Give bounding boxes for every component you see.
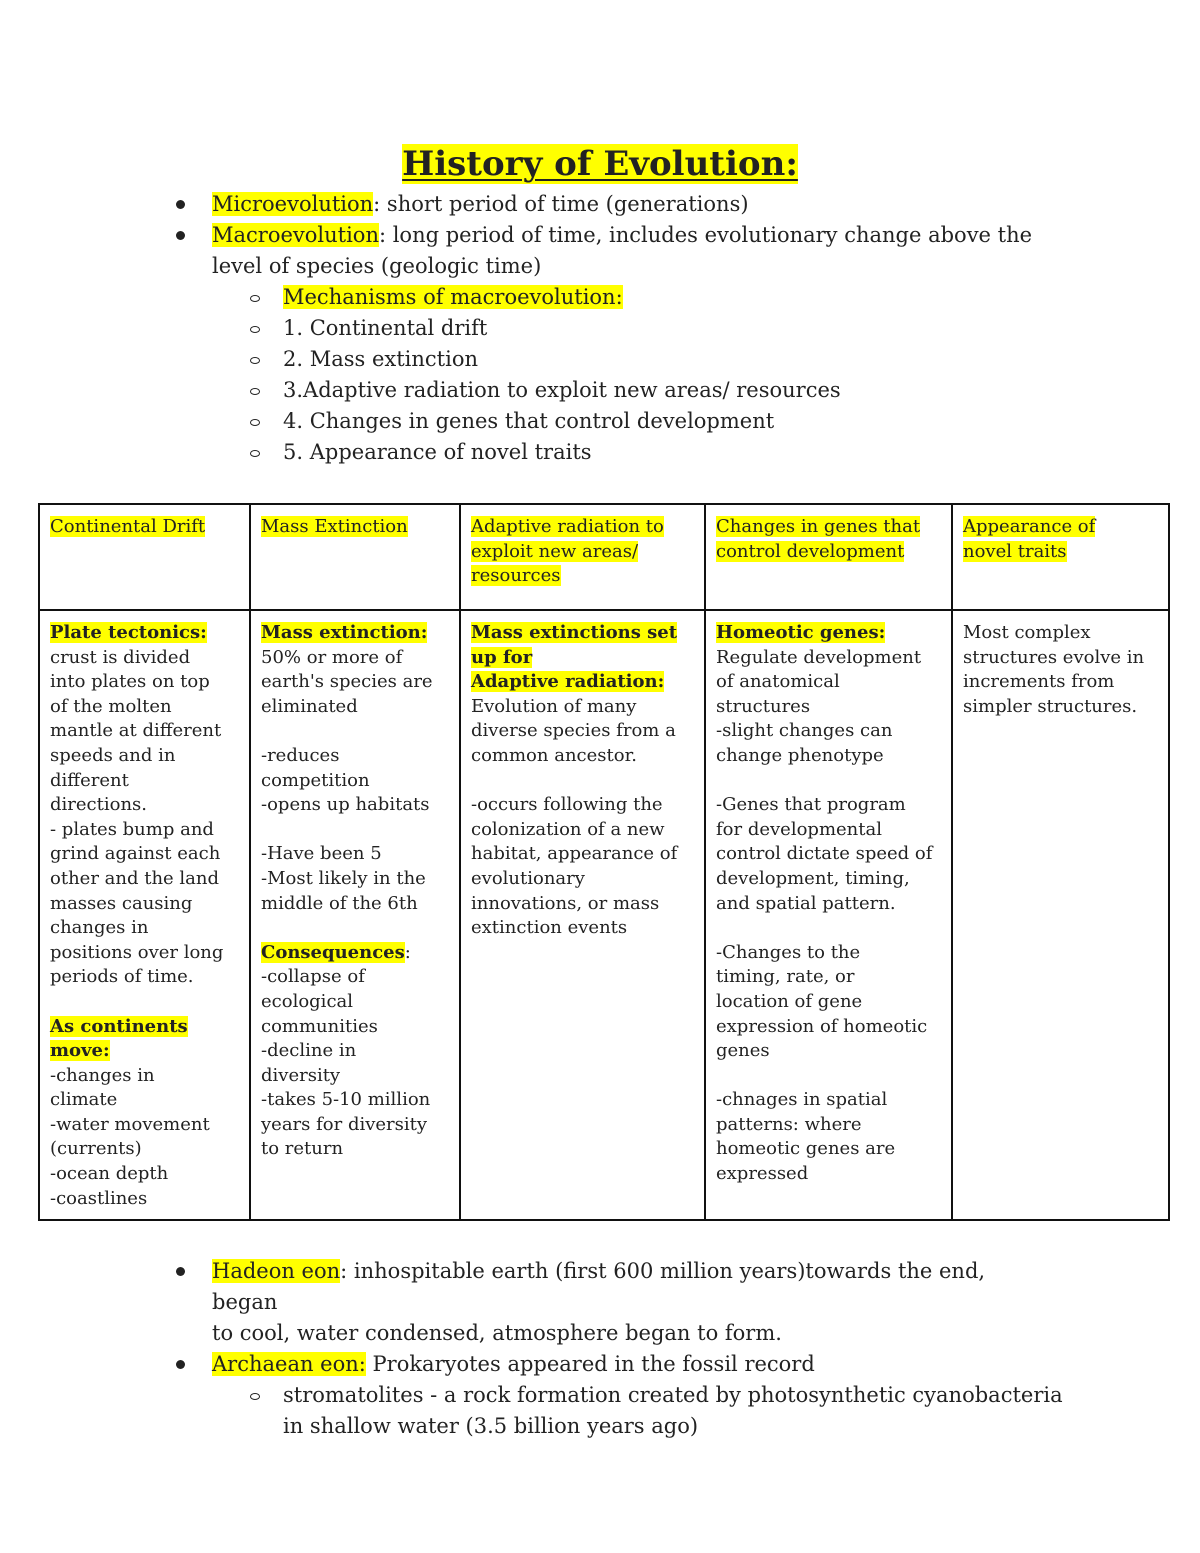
header-cell-changes-in-genes: Changes in genes that control development bbox=[705, 504, 952, 610]
cell-line: Most complex bbox=[963, 622, 1091, 643]
cell-line: expressed bbox=[716, 1163, 809, 1185]
cell-line: -coastlines bbox=[50, 1187, 148, 1209]
ring-bullet-icon bbox=[250, 450, 260, 457]
cell-heading: As continents bbox=[50, 1015, 188, 1037]
body-cell-mass-extinction: Mass extinction: 50% or more of earth's species are eliminated -reduces competition -opens up habitats -Have been 5 -Most likely in the middle of the 6th Consequences: -collapse of ecological communities -decline in diversity -takes 5-10 million years for diversity to return bbox=[250, 610, 460, 1220]
cell-line: patterns: where bbox=[716, 1113, 862, 1135]
cell-text bbox=[963, 621, 1160, 719]
cell-line: eliminated bbox=[261, 695, 358, 717]
cell-line bbox=[261, 818, 451, 843]
body-cell-adaptive-radiation bbox=[460, 610, 705, 1220]
cell-heading: Adaptive radiation: bbox=[471, 671, 665, 693]
header-cell-adaptive-radiation: Adaptive radiation to exploit new areas/ resources bbox=[460, 504, 705, 610]
cell-heading: Consequences bbox=[261, 941, 405, 963]
cell-line: of anatomical bbox=[716, 671, 840, 693]
cell-line: -occurs following the bbox=[471, 794, 663, 816]
cell-line: -decline in bbox=[261, 1040, 357, 1062]
cell-text bbox=[50, 646, 241, 990]
ring-bullet-icon bbox=[250, 295, 260, 302]
cell-line bbox=[716, 769, 943, 794]
mechanisms-table bbox=[38, 503, 1170, 1221]
page-title: History of Evolution: bbox=[402, 144, 798, 184]
cell-line: earth's species are bbox=[261, 671, 433, 693]
cell-line: expression of homeotic bbox=[716, 1015, 928, 1037]
cell-line: mantle at different bbox=[50, 720, 222, 742]
cell-line: middle of the 6th bbox=[261, 892, 418, 914]
cell-line: other and the land bbox=[50, 867, 220, 889]
cell-line: for developmental bbox=[716, 818, 882, 840]
cell-line: -chnages in spatial bbox=[716, 1089, 888, 1111]
top-bullet-list bbox=[0, 189, 1063, 468]
cell-line: timing, rate, or bbox=[716, 966, 855, 988]
list-item-hadeon-eon: Hadeon eon: inhospitable earth (first 600 million years)towards the end, began to cool, water condensed, atmosphere began to form. bbox=[0, 1256, 1042, 1349]
cell-heading: Plate tectonics: bbox=[50, 622, 207, 643]
definition-microevolution: : short period of time (generations) bbox=[373, 192, 749, 216]
cell-line: positions over long bbox=[50, 941, 224, 963]
cell-line: changes in bbox=[50, 917, 149, 939]
cell-line: -slight changes can bbox=[716, 720, 893, 742]
cell-line: into plates on top bbox=[50, 671, 210, 693]
body-cell-changes-in-genes bbox=[705, 610, 952, 1220]
cell-heading: move: bbox=[50, 1040, 110, 1062]
cell-line: genes bbox=[716, 1040, 770, 1062]
cell-line: colonization of a new bbox=[471, 818, 665, 840]
body-cell-continental-drift bbox=[39, 610, 250, 1220]
cell-line: control dictate speed of bbox=[716, 843, 933, 865]
cell-heading: Mass extinctions set bbox=[471, 622, 678, 643]
cell-line: and spatial pattern. bbox=[716, 892, 896, 914]
bullet-icon bbox=[176, 1360, 185, 1369]
cell-line: evolutionary bbox=[471, 867, 585, 889]
term-archaean-eon: Archaean eon: bbox=[212, 1352, 366, 1376]
bullet-icon bbox=[176, 1267, 185, 1276]
cell-line: -Have been 5 bbox=[261, 843, 382, 865]
cell-line: -reduces bbox=[261, 744, 340, 766]
cell-line: -ocean depth bbox=[50, 1163, 169, 1185]
cell-heading: up for bbox=[471, 646, 533, 668]
header-cell-mass-extinction: Mass Extinction bbox=[250, 504, 460, 610]
cell-line: - plates bump and bbox=[50, 818, 214, 840]
cell-line: development, timing, bbox=[716, 867, 910, 889]
bottom-bullet-list bbox=[0, 1256, 1063, 1442]
cell-line: to return bbox=[261, 1138, 344, 1160]
cell-text bbox=[716, 646, 943, 1187]
cell-line: extinction events bbox=[471, 917, 628, 939]
table-header-row bbox=[39, 504, 1169, 610]
cell-text bbox=[261, 646, 451, 941]
cell-text bbox=[50, 1064, 241, 1212]
cell-line: -Changes to the bbox=[716, 941, 861, 963]
cell-line: crust is divided bbox=[50, 646, 191, 668]
ring-bullet-icon bbox=[250, 419, 260, 426]
cell-line: 50% or more of bbox=[261, 646, 403, 668]
cell-line: -opens up habitats bbox=[261, 794, 430, 816]
definition-macroevolution-cont: level of species (geologic time) bbox=[212, 254, 542, 278]
term-hadeon-eon: Hadeon eon bbox=[212, 1259, 341, 1283]
cell-line: innovations, or mass bbox=[471, 892, 660, 914]
sublist-item-stromatolites: stromatolites - a rock formation created by photosynthetic cyanobacteria in shallow water (3.5 billion years ago) bbox=[0, 1380, 1063, 1442]
mechanisms-heading: Mechanisms of macroevolution: bbox=[283, 285, 623, 309]
definition-macroevolution: : long period of time, includes evolutionary change above the bbox=[378, 223, 1033, 247]
cell-line: -Genes that program bbox=[716, 794, 906, 816]
sublist-item: 3.Adaptive radiation to exploit new areas/ resources bbox=[0, 375, 1063, 406]
term-macroevolution: Macroevolution bbox=[212, 223, 379, 247]
cell-line: -changes in bbox=[50, 1064, 155, 1086]
cell-line: -Most likely in the bbox=[261, 867, 426, 889]
term-microevolution: Microevolution bbox=[212, 192, 374, 216]
cell-heading: Homeotic genes: bbox=[716, 622, 886, 643]
list-item-macroevolution bbox=[0, 220, 1042, 282]
cell-line: -takes 5-10 million bbox=[261, 1089, 431, 1111]
ring-bullet-icon bbox=[250, 1393, 260, 1400]
cell-line bbox=[716, 916, 943, 941]
header-cell-continental-drift: Continental Drift bbox=[39, 504, 250, 610]
cell-line: directions. bbox=[50, 794, 147, 816]
sublist-item-mechanisms-heading bbox=[0, 282, 1063, 313]
cell-line: different bbox=[50, 769, 129, 791]
cell-line: speeds and in bbox=[50, 744, 176, 766]
cell-line: simpler structures. bbox=[963, 695, 1138, 717]
sublist-item: 1. Continental drift bbox=[0, 313, 1063, 344]
cell-line bbox=[471, 769, 696, 794]
cell-line: habitat, appearance of bbox=[471, 843, 678, 865]
table-body-row bbox=[39, 610, 1169, 1220]
cell-line: diverse species from a bbox=[471, 720, 676, 742]
cell-line: homeotic genes are bbox=[716, 1138, 896, 1160]
cell-line: change phenotype bbox=[716, 744, 884, 766]
cell-line: Regulate development bbox=[716, 646, 922, 668]
ring-bullet-icon bbox=[250, 357, 260, 364]
cell-line: diversity bbox=[261, 1064, 341, 1086]
cell-text bbox=[261, 965, 451, 1162]
cell-line: location of gene bbox=[716, 990, 863, 1012]
ring-bullet-icon bbox=[250, 388, 260, 395]
sublist-item: 4. Changes in genes that control development bbox=[0, 406, 1063, 437]
cell-line: (currents) bbox=[50, 1138, 142, 1160]
cell-line: increments from bbox=[963, 671, 1115, 693]
cell-line: structures bbox=[716, 695, 811, 717]
cell-line: climate bbox=[50, 1089, 118, 1111]
cell-line: grind against each bbox=[50, 843, 221, 865]
bullet-icon bbox=[176, 200, 185, 209]
body-cell-novel-traits bbox=[952, 610, 1169, 1220]
cell-line: common ancestor. bbox=[471, 744, 637, 766]
cell-line bbox=[716, 1064, 943, 1089]
cell-line: of the molten bbox=[50, 695, 172, 717]
cell-line bbox=[261, 719, 451, 744]
list-item-microevolution bbox=[0, 189, 1042, 220]
cell-line: masses causing bbox=[50, 892, 193, 914]
cell-line: ecological bbox=[261, 990, 354, 1012]
cell-line: communities bbox=[261, 1015, 378, 1037]
cell-line: -collapse of bbox=[261, 966, 365, 988]
cell-line: Evolution of many bbox=[471, 695, 637, 717]
cell-line: periods of time. bbox=[50, 966, 194, 988]
cell-line: structures evolve in bbox=[963, 646, 1145, 668]
cell-text bbox=[471, 695, 696, 941]
cell-line bbox=[261, 916, 451, 941]
header-cell-novel-traits: Appearance of novel traits bbox=[952, 504, 1169, 610]
list-item-archaean-eon: Archaean eon: Prokaryotes appeared in the fossil record bbox=[0, 1349, 1042, 1380]
cell-line: years for diversity bbox=[261, 1113, 428, 1135]
cell-line: -water movement bbox=[50, 1113, 210, 1135]
bullet-icon bbox=[176, 231, 185, 240]
cell-line: competition bbox=[261, 769, 370, 791]
sublist-item: 5. Appearance of novel traits bbox=[0, 437, 1063, 468]
sublist-item: 2. Mass extinction bbox=[0, 344, 1063, 375]
cell-heading: Mass extinction: bbox=[261, 622, 428, 643]
ring-bullet-icon bbox=[250, 326, 260, 333]
